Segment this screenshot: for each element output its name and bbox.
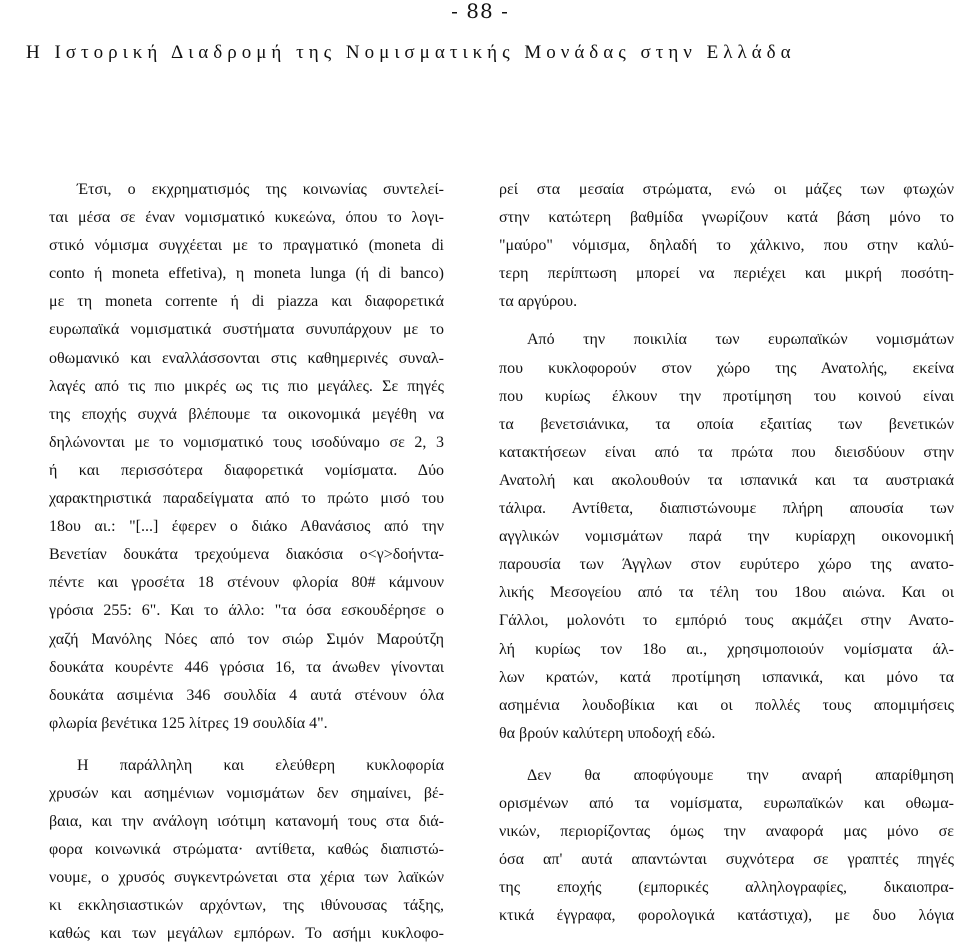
text-line: τάλιρα. Αντίθετα, διαπιστώνουμε πλήρη απουσία των [499,500,954,518]
text-line: της εποχής συχνά βλέπουμε τα οικονομικά μεγέθη να [49,405,444,423]
text-line: χαρακτηριστικά παραδείγματα από το πρώτο μισό του [49,490,444,508]
text-line: ται μέσα σε έναν νομισματικό κυκεώνα, όπου το λογι- [49,209,444,227]
text-line: θα βρούν καλύτερη υποδοχή εδώ. [499,724,716,742]
text-line: φορα κοινωνικά στρώματα· αντίθετα, καθώς διαπιστώ- [49,841,444,859]
text-line: κατακτήσεων είναι από τα πρώτα που διεισδύουν στην [499,443,954,461]
text-line: που κυρίως έλκουν την προτίμηση του κοινού είναι [499,387,954,405]
text-line: οθωμανικό και εναλλάσσονται στις καθημερινές συναλ- [49,349,444,367]
paragraph-gap [49,738,444,752]
text-line: ευρωπαϊκά νομισματικά συστήματα συνυπάρχουν με το [49,321,444,339]
text-line: με τη moneta corrente ή di piazza και διαφορετικά [49,293,444,311]
text-line: που κυκλοφορούν στον χώρο της Ανατολής, εκείνα [499,359,954,377]
text-line: ή και περισσότερα διαφορετικά νομίσματα. Δύο [49,461,444,479]
text-line: χρυσών και ασημένιων νομισμάτων δεν σημαίνει, βέ- [49,784,444,802]
text-line: Βενετίαν δουκάτα τρεχούμενα διακόσια ο<γ>δοήντα- [49,546,444,564]
right-column [499,176,954,930]
text-line: βαια, και την ανάλογη ισότιμη κατανομή τους στα διά- [49,813,444,831]
paragraph-gap [499,748,954,762]
text-line: Από την ποικιλία των ευρωπαϊκών νομισμάτων [527,331,954,349]
text-line: κτικά έγγραφα, φορολογικά κατάστιχα), με δυο λόγια [499,907,954,925]
text-line: conto ή moneta effetiva), η moneta lunga (ή di banco) [49,265,444,283]
text-line: νουμε, ο χρυσός συγκεντρώνεται στα χέρια των λαϊκών [49,869,444,887]
text-line: Δεν θα αποφύγουμε την αναρή απαρίθμηση [527,766,954,784]
text-line: τα βενετσιάνικα, τα οποία εξαιτίας των βενετικών [499,415,954,433]
left-column [49,176,444,949]
page-number: - 88 - [451,0,509,23]
text-line: τερη περίπτωση μπορεί να περιέχει και μικρή ποσότη- [499,265,954,283]
text-line: στικό νόμισμα συγχέεται με το πραγματικό (moneta di [49,237,444,255]
text-line: της εποχής (εμπορικές αλληλογραφίες, δικαιοπρα- [499,879,954,897]
text-line: αγγλικών νομισμάτων παρά την κυρίαρχη οικονομική [499,528,954,546]
text-line: παρουσία των Άγγλων στον ευρύτερο χώρο της ανατο- [499,556,954,574]
text-line: "μαύρο" νόμισμα, δηλαδή το χάλκινο, που στην καλύ- [499,237,954,255]
text-line: ρεί στα μεσαία στρώματα, ενώ οι μάζες των φτωχών [499,181,954,198]
text-line: δηλώνονται με το νομισματικό τους ισοδύναμο σε 2, 3 [49,433,444,451]
text-line: Η παράλληλη και ελεύθερη κυκλοφορία [77,756,444,774]
text-line: χαζή Μανόλης Νόες από τον σιώρ Σιμόν Μαρούτζη [49,630,444,648]
text-line: λή κυρίως τον 18ο αι., χρησιμοποιούν νομίσματα άλ- [499,640,954,658]
text-line: όσα απ' αυτά απαντώνται συχνότερα σε γραπτές πηγές [499,851,954,869]
text-line: λων κρατών, κατά προτίμηση ισπανικά, και μόνο τα [499,668,954,686]
paragraph-gap [499,316,954,326]
text-line: Ανατολή και ακολουθούν τα ισπανικά και τα αυστριακά [499,471,954,489]
text-line: λικής Μεσογείου από τα τέλη του 18ου αιώνα. Και οι [499,584,954,602]
text-line: τα αργύρου. [499,293,578,311]
text-line: λαγές από τις πιο μικρές ως τις πιο μεγάλες. Σε πηγές [49,377,444,395]
text-line: Γάλλοι, μολονότι το εμπόριό τους ακμάζει στην Ανατο- [499,612,954,630]
text-line: Έτσι, ο εκχρηματισμός της κοινωνίας συντελεί- [77,181,444,198]
text-line: καθώς και των μεγάλων εμπόρων. Το ασήμι κυκλοφο- [49,925,444,943]
text-line: ασημένια λουδοβίκια και οι πολλές τους απομιμήσεις [499,696,954,714]
text-line: νικών, περιορίζοντας όμως την αναφορά μας μόνο σε [499,823,954,841]
text-line: πέντε και γροσέτα 18 στένουν φλορία 80# κάμνουν [49,574,444,592]
text-line: 18ου αι.: "[...] έφερεν ο διάκο Αθανάσιος από την [49,518,444,536]
text-line: ορισμένων από τα νομίσματα, ευρωπαϊκών και οθωμα- [499,794,954,812]
text-line: δουκάτα ασιμένια 346 σουλδία 4 αυτά στένουν όλα [49,686,444,704]
text-line: γρόσια 255: 6". Και το άλλο: "τα όσα εσκουδέρησε ο [49,602,444,620]
text-line: δουκάτα κουρέντε 446 γρόσια 16, τα άνωθεν γίνονται [49,658,444,676]
running-head: Η Ιστορική Διαδρομή της Νομισματικής Μονάδας στην Ελλάδα [26,42,796,63]
text-line: στην κατώτερη βαθμίδα γνωρίζουν κατά βάση μόνο το [499,209,954,227]
text-line: κι εκκλησιαστικών αρχόντων, της ιθύνουσας τάξης, [49,897,444,915]
text-line: φλωρία βενέτικα 125 λίτρες 19 σουλδία 4". [49,714,328,732]
